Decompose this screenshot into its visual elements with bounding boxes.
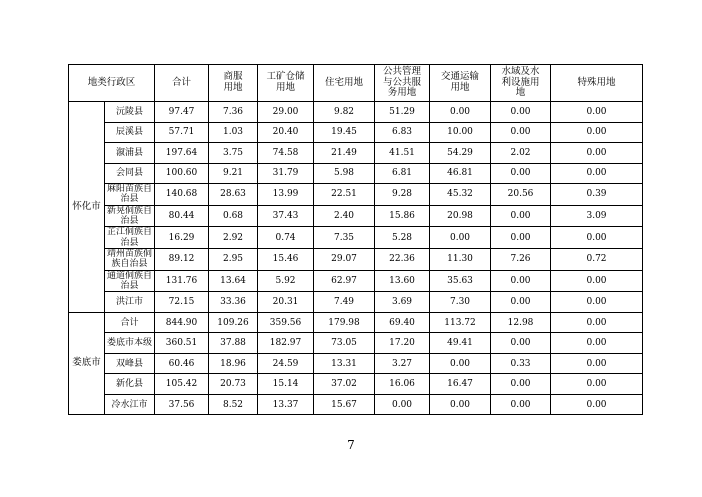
value-cell: 5.98 — [314, 163, 375, 184]
header-public-service — [375, 65, 430, 102]
header-label: 工矿仓储 用地 — [266, 71, 305, 93]
value-cell: 2.02 — [491, 143, 551, 164]
county-name-cell: 合计 — [105, 312, 155, 333]
value-cell: 0.68 — [209, 205, 258, 227]
value-cell: 7.49 — [314, 292, 375, 313]
table-row — [69, 163, 643, 184]
value-cell: 131.76 — [155, 270, 209, 292]
value-cell: 13.37 — [258, 394, 314, 415]
value-cell: 33.36 — [209, 292, 258, 313]
value-cell: 17.20 — [375, 333, 430, 354]
table-row — [69, 227, 643, 249]
value-cell: 0.39 — [551, 184, 643, 206]
header-total — [155, 65, 209, 102]
county-name-cell: 芷江侗族自 治县 — [105, 227, 155, 249]
table-row — [69, 184, 643, 206]
value-cell: 20.31 — [258, 292, 314, 313]
value-cell: 16.29 — [155, 227, 209, 249]
value-cell: 21.49 — [314, 143, 375, 164]
table-body — [69, 102, 643, 415]
table-row — [69, 333, 643, 354]
value-cell: 6.81 — [375, 163, 430, 184]
value-cell: 9.21 — [209, 163, 258, 184]
value-cell: 2.92 — [209, 227, 258, 249]
county-name-cell: 辰溪县 — [105, 122, 155, 143]
value-cell: 105.42 — [155, 374, 209, 395]
value-cell: 5.92 — [258, 270, 314, 292]
value-cell: 62.97 — [314, 270, 375, 292]
value-cell: 6.83 — [375, 122, 430, 143]
value-cell: 15.86 — [375, 205, 430, 227]
value-cell: 13.64 — [209, 270, 258, 292]
value-cell: 35.63 — [430, 270, 491, 292]
value-cell: 0.00 — [430, 353, 491, 374]
value-cell: 140.68 — [155, 184, 209, 206]
table-row — [69, 205, 643, 227]
county-name-cell: 通道侗族自 治县 — [105, 270, 155, 292]
value-cell: 7.26 — [491, 249, 551, 271]
value-cell: 24.59 — [258, 353, 314, 374]
value-cell: 0.00 — [491, 270, 551, 292]
value-cell: 22.36 — [375, 249, 430, 271]
value-cell: 0.00 — [430, 102, 491, 123]
county-name-cell: 洪江市 — [105, 292, 155, 313]
value-cell: 11.30 — [430, 249, 491, 271]
value-cell: 360.51 — [155, 333, 209, 354]
header-special — [551, 65, 643, 102]
value-cell: 0.00 — [551, 333, 643, 354]
value-cell: 45.32 — [430, 184, 491, 206]
table-row — [69, 143, 643, 164]
value-cell: 0.00 — [430, 394, 491, 415]
region-cell: 怀化市 — [69, 102, 105, 313]
value-cell: 69.40 — [375, 312, 430, 333]
value-cell: 0.00 — [551, 122, 643, 143]
value-cell: 41.51 — [375, 143, 430, 164]
value-cell: 97.47 — [155, 102, 209, 123]
value-cell: 0.00 — [551, 374, 643, 395]
value-cell: 109.26 — [209, 312, 258, 333]
value-cell: 13.31 — [314, 353, 375, 374]
value-cell: 20.98 — [430, 205, 491, 227]
value-cell: 74.58 — [258, 143, 314, 164]
value-cell: 37.02 — [314, 374, 375, 395]
header-label: 住宅用地 — [325, 76, 364, 88]
header-label: 公共管理 与公共服 务用地 — [383, 65, 422, 99]
value-cell: 60.46 — [155, 353, 209, 374]
value-cell: 54.29 — [430, 143, 491, 164]
value-cell: 0.00 — [491, 333, 551, 354]
page-number: 7 — [347, 438, 355, 452]
value-cell: 2.95 — [209, 249, 258, 271]
value-cell: 0.00 — [491, 394, 551, 415]
value-cell: 12.98 — [491, 312, 551, 333]
value-cell: 0.00 — [491, 292, 551, 313]
value-cell: 57.71 — [155, 122, 209, 143]
value-cell: 844.90 — [155, 312, 209, 333]
value-cell: 3.69 — [375, 292, 430, 313]
value-cell: 179.98 — [314, 312, 375, 333]
value-cell: 29.00 — [258, 102, 314, 123]
value-cell: 2.40 — [314, 205, 375, 227]
header-label: 合计 — [172, 76, 192, 88]
county-name-cell: 新化县 — [105, 374, 155, 395]
value-cell: 0.72 — [551, 249, 643, 271]
value-cell: 113.72 — [430, 312, 491, 333]
header-commercial — [209, 65, 258, 102]
value-cell: 46.81 — [430, 163, 491, 184]
value-cell: 0.00 — [491, 102, 551, 123]
table-header-row — [69, 65, 643, 102]
value-cell: 16.06 — [375, 374, 430, 395]
value-cell: 0.74 — [258, 227, 314, 249]
value-cell: 100.60 — [155, 163, 209, 184]
value-cell: 0.00 — [551, 143, 643, 164]
value-cell: 0.00 — [551, 227, 643, 249]
land-use-table — [68, 64, 643, 415]
table-row — [69, 102, 643, 123]
value-cell: 7.30 — [430, 292, 491, 313]
header-label: 交通运输 用地 — [441, 71, 480, 93]
value-cell: 0.00 — [551, 270, 643, 292]
value-cell: 0.00 — [491, 205, 551, 227]
header-label: 商服 用地 — [223, 71, 243, 93]
table-row — [69, 270, 643, 292]
table-row — [69, 122, 643, 143]
value-cell: 7.35 — [314, 227, 375, 249]
value-cell: 197.64 — [155, 143, 209, 164]
table-row — [69, 312, 643, 333]
value-cell: 29.07 — [314, 249, 375, 271]
value-cell: 1.03 — [209, 122, 258, 143]
header-label: 特殊用地 — [577, 76, 616, 88]
value-cell: 18.96 — [209, 353, 258, 374]
value-cell: 28.63 — [209, 184, 258, 206]
value-cell: 0.00 — [491, 374, 551, 395]
value-cell: 37.88 — [209, 333, 258, 354]
header-residential — [314, 65, 375, 102]
value-cell: 22.51 — [314, 184, 375, 206]
value-cell: 5.28 — [375, 227, 430, 249]
value-cell: 49.41 — [430, 333, 491, 354]
table-row — [69, 374, 643, 395]
value-cell: 73.05 — [314, 333, 375, 354]
value-cell: 0.00 — [491, 122, 551, 143]
value-cell: 20.73 — [209, 374, 258, 395]
header-region-category: 地类行政区 — [69, 65, 155, 102]
region-cell: 娄底市 — [69, 312, 105, 415]
county-name-cell: 会同县 — [105, 163, 155, 184]
county-name-cell: 冷水江市 — [105, 394, 155, 415]
value-cell: 15.46 — [258, 249, 314, 271]
value-cell: 0.00 — [430, 227, 491, 249]
value-cell: 0.33 — [491, 353, 551, 374]
header-transport — [430, 65, 491, 102]
value-cell: 9.82 — [314, 102, 375, 123]
header-industrial — [258, 65, 314, 102]
value-cell: 359.56 — [258, 312, 314, 333]
value-cell: 8.52 — [209, 394, 258, 415]
header-label: 水域及水 利设施用 地 — [501, 65, 540, 99]
value-cell: 10.00 — [430, 122, 491, 143]
value-cell: 19.45 — [314, 122, 375, 143]
value-cell: 51.29 — [375, 102, 430, 123]
value-cell: 3.27 — [375, 353, 430, 374]
value-cell: 0.00 — [551, 353, 643, 374]
header-water — [491, 65, 551, 102]
county-name-cell: 麻阳苗族自 治县 — [105, 184, 155, 206]
value-cell: 0.00 — [551, 163, 643, 184]
table-row — [69, 292, 643, 313]
county-name-cell: 娄底市本级 — [105, 333, 155, 354]
value-cell: 31.79 — [258, 163, 314, 184]
county-name-cell: 沅陵县 — [105, 102, 155, 123]
value-cell: 72.15 — [155, 292, 209, 313]
value-cell: 0.00 — [551, 394, 643, 415]
value-cell: 37.43 — [258, 205, 314, 227]
value-cell: 16.47 — [430, 374, 491, 395]
value-cell: 9.28 — [375, 184, 430, 206]
value-cell: 13.99 — [258, 184, 314, 206]
table-row — [69, 353, 643, 374]
value-cell: 3.09 — [551, 205, 643, 227]
value-cell: 0.00 — [491, 163, 551, 184]
value-cell: 0.00 — [551, 102, 643, 123]
value-cell: 3.75 — [209, 143, 258, 164]
value-cell: 15.67 — [314, 394, 375, 415]
value-cell: 20.40 — [258, 122, 314, 143]
value-cell: 0.00 — [491, 227, 551, 249]
county-name-cell: 双峰县 — [105, 353, 155, 374]
value-cell: 7.36 — [209, 102, 258, 123]
value-cell: 15.14 — [258, 374, 314, 395]
value-cell: 0.00 — [551, 292, 643, 313]
value-cell: 0.00 — [551, 312, 643, 333]
county-name-cell: 靖州苗族侗 族自治县 — [105, 249, 155, 271]
value-cell: 37.56 — [155, 394, 209, 415]
table-row — [69, 249, 643, 271]
value-cell: 13.60 — [375, 270, 430, 292]
county-name-cell: 新晃侗族自 治县 — [105, 205, 155, 227]
value-cell: 20.56 — [491, 184, 551, 206]
value-cell: 0.00 — [375, 394, 430, 415]
table-row — [69, 394, 643, 415]
county-name-cell: 溆浦县 — [105, 143, 155, 164]
value-cell: 182.97 — [258, 333, 314, 354]
value-cell: 89.12 — [155, 249, 209, 271]
value-cell: 80.44 — [155, 205, 209, 227]
